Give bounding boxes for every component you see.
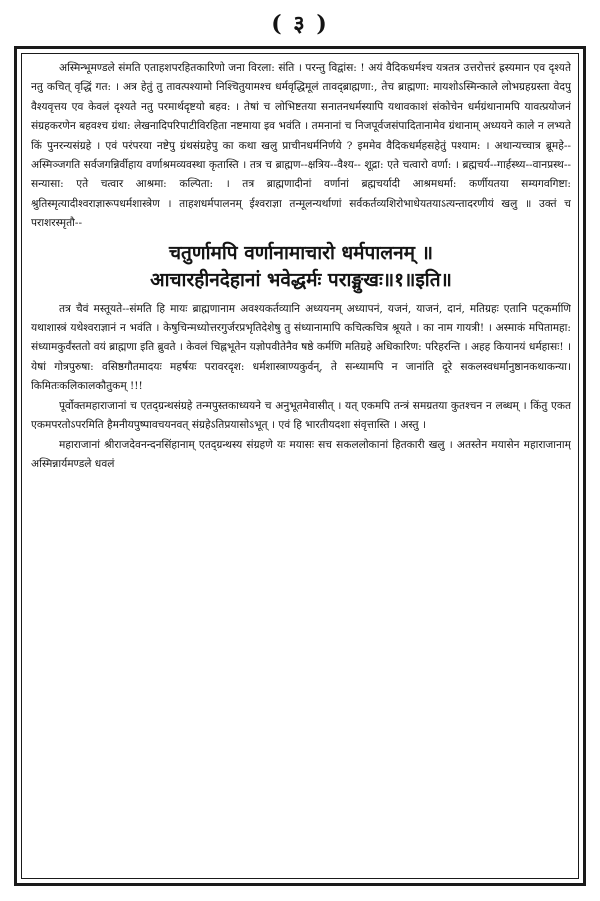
body-paragraph: पूर्वोक्तमहाराजानां च एतद्ग्रन्थसंग्रहे तन्मपुस्तकाध्ययने च अनुभूतमेवासीत् । यत् एकमपि तन्त्रं समग्रतया कुतश्चन न लब्धम् । किंतु एकत एकमपरतोऽपरमिति हैमनीयपुष्पावचयनवत् संग्रहेऽतिप्रयासोऽभूत् । एवं हि भारतीयदशा संवृत्तास्ति । अस्तु । [31,399,571,432]
body-paragraph: महाराजानां श्रीराजदेवनन्दनसिंहानाम् एतद्ग्रन्थस्य संग्रहणे यः मयासः सच सकललोकानां हितकारी खलु । अतस्तेन मयासेन महाराजानाम् अस्मिन्नार्यमण्डले धवलं [31,438,571,470]
verse-line-1: चतुर्णामपि वर्णानामाचारो धर्मपालनम् ॥ [168,241,434,264]
body-paragraph: तत्र चैवं मस्तूयते--संमति हि मायः ब्राह्मणानाम अवश्यकर्तव्यानि अध्ययनम् अध्यापनं, यजनं, याजनं, दानं, मतिग्रहः एतानि पट्कर्माणि यथाशास्त्रं यथेश्वराज्ञानं न भवंति । केषुचिन्मध्योत्तरगुर्जरप्रभृतिदेशेषु तु संध्यानामापि कचित्कचित्र श्रूयते । का नाम गायत्री! । अस्माकं मपितामहा: संध्यामकुर्वंस्ततो वयं ब्राह्मणा इति ब्रुवते । केवलं चिह्नभूतेन यज्ञोपवीतेनैव षष्ठे कर्मणि मतिग्रहे अधिकारिण: परिहरन्ति । अहह कियानयं धर्महासः! । येषां गोत्रपुरुषा: वसिष्ठगौतमादयः महर्षयः परावरदृश: धर्मशास्त्राण्यकुर्वन्, ते सन्ध्यामपि न जानांति दूरे सकलस्वधर्मानुष्ठानकथाकन्या। किमितःकलिकालकौतुकम् !!! [31,302,571,393]
page-body [31,59,571,875]
page-border [14,46,586,886]
verse-line-2: आचारहीनदेहानां भवेद्धर्मः पराङ्मुखः॥१॥इति॥ [150,268,452,291]
verse-block [31,240,571,294]
page-number: ( ३ ) [271,11,329,37]
body-paragraph: अस्मिन्भूमण्डले संमति एताहशपरहितकारिणो जना विरला: संति । परन्तु विद्वांस: ! अयं वैदिकधर्मश्च यत्रतत्र उत्तरोत्तरं ह्रस्यमान एव दृश्यते नतु कचित् वृद्धिं गत: । अत्र हेतुं तु तावत्पश्यामो निश्चितुयामश्च धर्मवृद्धिमूलं तावद्ब्राह्मणा:, तेच ब्राह्मणा: मायशोऽस्मिन्काले लोभग्रहग्रस्ता वेदपु वैश्यवृत्तय एव केवलं दृश्यते नतु परमार्थदृष्टयो बहव: । तेषां च लोभिष्टतया सनातनधर्मस्यापि यथावकाशं संकोचेन धर्मग्रंथानामपि यावत्प्रयोजनं संग्रहकरणेन बहवश्च ग्रंथा: लेखनादिपरिपाटीविरहिता नष्टमाया इव भवंति । तमनानां च निजपूर्वजसंपादितानामेव ग्रंथानाम् अध्ययने काले न लभ्यते किं पुनरन्यसंग्रहे । एवं परंपरया नष्टेपु ग्रंथसंग्रहेपु का कथा खलु प्राचीनधर्मनिर्णये ? इममेव वैदिकधर्महसहेतुं पश्याम: । अथान्यच्चात्र ब्रूमहे--अस्मिञ्जगति सर्वजगन्निर्वीहाय वर्णाश्रमव्यवस्था कृतास्ति । तत्र च ब्राह्मण--क्षत्रिय--वैश्य-- शूद्रा: एते चत्वारो वर्णा: । ब्रह्मचर्य--गार्हस्थ्य--वानप्रस्थ--सन्यासा: एते चत्वार आश्रमा: कल्पिता: । तत्र ब्राह्मणादीनां वर्णानां ब्रह्मचर्यादी आश्रमधर्मा: कर्णीयतया सम्यगवगिष्टा: श्रुतिस्मृत्यादीश्वराज्ञारूपधर्मशास्त्रेण । ताहशधर्मपालनम् ईश्वराज्ञा तन्मूलन्यर्थाणां सर्वकर्तव्यशिरोभाधेयतयाऽत्यन्तादरणीयं खलु ॥ उक्तं च पराशरस्मृतौ-- [31,62,571,230]
